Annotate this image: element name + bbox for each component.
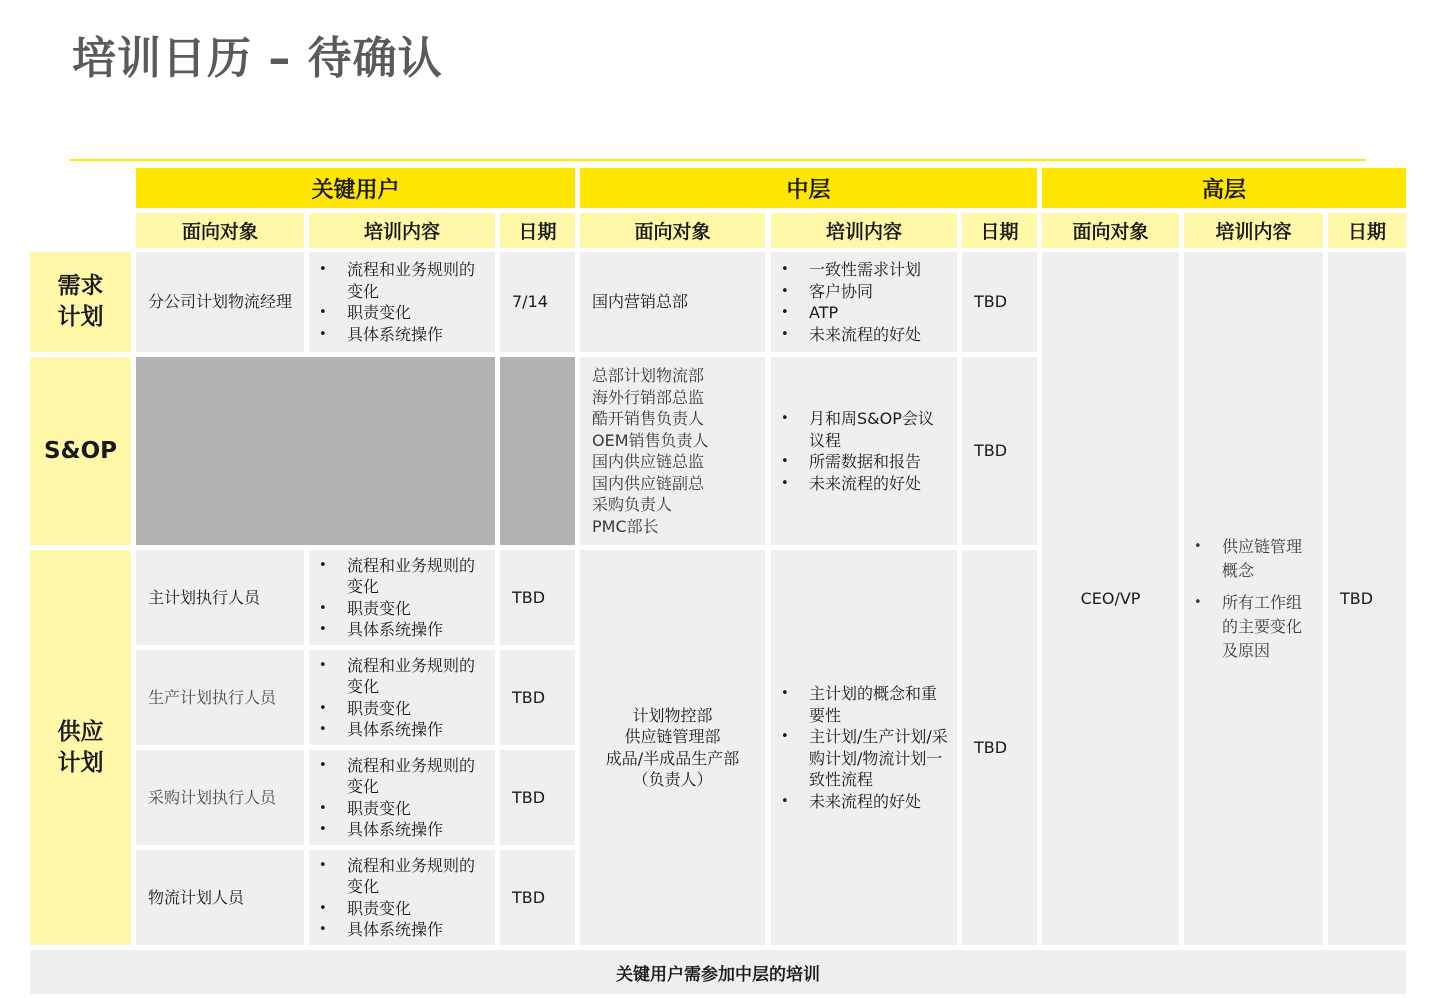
list-item: PMC部长: [592, 516, 659, 536]
list-item: • 具体系统操作: [317, 619, 487, 641]
col-header-date-senior: 日期: [1328, 213, 1406, 248]
list-item: • 职责变化: [317, 598, 487, 620]
training-content-list: [309, 755, 495, 841]
senior-date: TBD: [1328, 252, 1406, 945]
list-item: （负责人）: [632, 770, 713, 789]
list-item: • ATP: [779, 302, 921, 324]
key-users-supply-audience: 采购计划执行人员: [136, 750, 304, 845]
middle-sop-audience: [580, 357, 765, 545]
key-users-supply-date: TBD: [500, 850, 575, 945]
list-item: • 未来流程的好处: [779, 324, 921, 346]
list-item: • 流程和业务规则的变化: [317, 259, 487, 302]
col-header-date-key-users: 日期: [500, 213, 575, 248]
training-content-list: [1184, 535, 1323, 663]
group-header-senior: 高层: [1042, 168, 1406, 208]
middle-sop-date: TBD: [962, 357, 1037, 545]
key-users-demand-audience: 分公司计划物流经理: [136, 252, 304, 352]
key-users-sop-date-not-applicable: [500, 357, 575, 545]
list-item: • 主计划的概念和重要性: [779, 683, 949, 726]
list-item: 海外行销部总监: [592, 387, 705, 407]
list-item: • 供应链管理概念: [1192, 535, 1315, 583]
col-header-audience-senior: 面向对象: [1042, 213, 1179, 248]
middle-supply-date: TBD: [962, 550, 1037, 945]
key-users-supply-content: [309, 550, 495, 645]
list-item: • 一致性需求计划: [779, 259, 921, 281]
key-users-supply-audience: 主计划执行人员: [136, 550, 304, 645]
key-users-supply-content: [309, 650, 495, 745]
key-users-demand-content: [309, 252, 495, 352]
list-item: 酷开销售负责人: [592, 409, 705, 428]
footer-note: 关键用户需参加中层的培训: [30, 950, 1406, 994]
senior-content: [1184, 252, 1323, 945]
list-item: • 具体系统操作: [317, 719, 487, 741]
col-header-content-middle: 培训内容: [771, 213, 957, 248]
row-label-supply: 供应 计划: [30, 550, 131, 945]
list-item: 成品/半成品生产部: [605, 748, 740, 768]
middle-sop-content: [771, 357, 957, 545]
col-header-date-middle: 日期: [962, 213, 1037, 248]
audience-list: [606, 705, 739, 791]
training-content-list: [771, 408, 957, 494]
page-title: 培训日历 – 待确认: [72, 33, 443, 84]
group-header-middle: 中层: [580, 168, 1037, 208]
list-item: OEM销售负责人: [592, 430, 709, 450]
list-item: • 所有工作组的主要变化及原因: [1192, 591, 1315, 663]
col-header-content-senior: 培训内容: [1184, 213, 1323, 248]
training-content-list: [771, 259, 929, 345]
row-label-demand: 需求 计划: [30, 252, 131, 352]
group-header-key-users: 关键用户: [136, 168, 575, 208]
middle-demand-content: [771, 252, 957, 352]
list-item: • 未来流程的好处: [779, 473, 949, 495]
list-item: • 具体系统操作: [317, 324, 487, 346]
row-label-sop: S&OP: [30, 357, 131, 545]
list-item: • 流程和业务规则的变化: [317, 555, 487, 598]
col-header-audience-middle: 面向对象: [580, 213, 765, 248]
key-users-supply-audience: 生产计划执行人员: [136, 650, 304, 745]
list-item: • 未来流程的好处: [779, 791, 949, 813]
senior-audience: CEO/VP: [1042, 252, 1179, 945]
list-item: • 流程和业务规则的变化: [317, 755, 487, 798]
list-item: 国内供应链副总: [592, 473, 705, 493]
list-item: • 流程和业务规则的变化: [317, 855, 487, 898]
training-content-list: [309, 855, 495, 941]
training-content-list: [309, 259, 495, 345]
middle-demand-date: TBD: [962, 252, 1037, 352]
key-users-supply-content: [309, 850, 495, 945]
key-users-supply-date: TBD: [500, 550, 575, 645]
list-item: • 职责变化: [317, 898, 487, 920]
key-users-supply-date: TBD: [500, 650, 575, 745]
col-header-audience-key-users: 面向对象: [136, 213, 304, 248]
list-item: • 月和周S&OP会议议程: [779, 408, 949, 451]
training-content-list: [771, 683, 957, 812]
list-item: 供应链管理部: [624, 727, 721, 746]
key-users-supply-content: [309, 750, 495, 845]
list-item: 国内供应链总监: [592, 452, 705, 471]
training-content-list: [309, 655, 495, 741]
list-item: • 具体系统操作: [317, 819, 487, 841]
list-item: 计划物控部: [632, 705, 713, 725]
key-users-supply-date: TBD: [500, 750, 575, 845]
list-item: • 职责变化: [317, 698, 487, 720]
key-users-sop-not-applicable: [136, 357, 495, 545]
list-item: • 流程和业务规则的变化: [317, 655, 487, 698]
list-item: • 主计划/生产计划/采购计划/物流计划一致性流程: [779, 726, 949, 791]
list-item: • 职责变化: [317, 302, 487, 324]
col-header-content-key-users: 培训内容: [309, 213, 495, 248]
list-item: 总部计划物流部: [592, 366, 705, 385]
middle-supply-audience: [580, 550, 765, 945]
title-underline: [70, 159, 1366, 161]
middle-demand-audience: 国内营销总部: [580, 252, 765, 352]
audience-list: [592, 365, 709, 537]
list-item: • 所需数据和报告: [779, 451, 949, 473]
list-item: • 职责变化: [317, 798, 487, 820]
key-users-supply-audience: 物流计划人员: [136, 850, 304, 945]
list-item: • 具体系统操作: [317, 919, 487, 941]
key-users-demand-date: 7/14: [500, 252, 575, 352]
list-item: 采购负责人: [592, 495, 673, 514]
training-content-list: [309, 555, 495, 641]
list-item: • 客户协同: [779, 281, 921, 303]
middle-supply-content: [771, 550, 957, 945]
